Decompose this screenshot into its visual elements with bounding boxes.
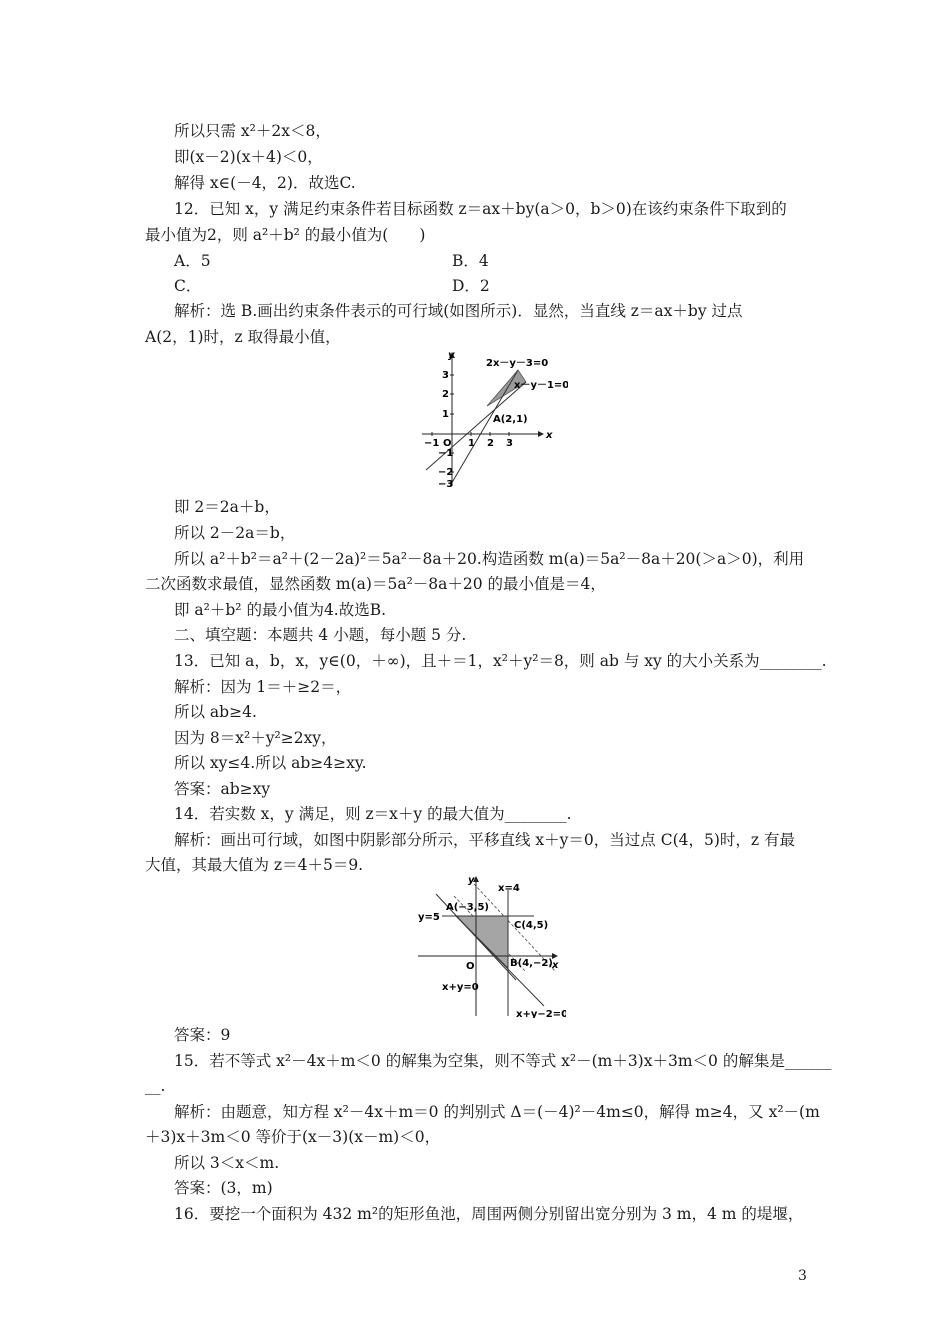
label-a: A(−3,5) bbox=[446, 902, 489, 913]
answer-13: 答案：ab≥xy bbox=[174, 780, 271, 798]
text-line: 即(x－2)(x＋4)＜0， bbox=[174, 148, 323, 166]
answer-14: 答案：9 bbox=[174, 1026, 231, 1044]
option-b: B．4 bbox=[452, 252, 489, 270]
section-heading: 二、填空题：本题共 4 小题，每小题 5 分. bbox=[174, 626, 467, 644]
text-line: 即 2＝2a＋b， bbox=[174, 498, 280, 516]
label-line2: x－y－1=0 bbox=[514, 380, 568, 391]
question-12: 12．已知 x，y 满足约束条件若目标函数 z＝ax＋by(a＞0，b＞0)在该约束条件下取到的 bbox=[174, 200, 787, 218]
tick-label: 2 bbox=[442, 389, 449, 400]
label-origin: O bbox=[443, 438, 452, 449]
solution-15: 解析：由题意，知方程 x²－4x＋m＝0 的判别式 Δ＝(－4)²－4m≤0，解得 m≥4，又 x²－(m bbox=[174, 1103, 820, 1121]
label-axis-x: x bbox=[546, 430, 553, 441]
label-x4: x=4 bbox=[498, 883, 520, 894]
answer-15: 答案：(3，m) bbox=[174, 1179, 273, 1197]
option-c: C． bbox=[174, 277, 202, 295]
question-15: 15．若不等式 x²－4x＋m＜0 的解集为空集，则不等式 x²－(m＋3)x＋3m＜0 的解集是______ bbox=[174, 1052, 832, 1070]
label-origin: O bbox=[466, 961, 475, 972]
x-axis-arrow bbox=[538, 431, 544, 437]
tick-label: −2 bbox=[438, 467, 454, 478]
label-axis-y: y bbox=[468, 876, 475, 886]
solution-14: 解析：画出可行域，如图中阴影部分所示，平移直线 x＋y＝0，当过点 C(4，5)时，z 有最 bbox=[174, 831, 795, 849]
solution-12: 解析：选 B.画出约束条件表示的可行域(如图所示)．显然，当直线 z＝ax＋by 过点 bbox=[174, 302, 743, 320]
question-14: 14．若实数 x，y 满足，则 z＝x＋y 的最大值为________. bbox=[174, 805, 572, 823]
tick-label: 1 bbox=[468, 438, 475, 449]
figure-feasible-region-2 bbox=[416, 876, 566, 1018]
text-line: 所以 a²＋b²＝a²＋(2－2a)²＝5a²－8a＋20.构造函数 m(a)＝5a²－8a＋20(＞a＞0)，利用 bbox=[174, 550, 805, 568]
question-16: 16．要挖一个面积为 432 m²的矩形鱼池，周围两侧分别留出宽分别为 3 m，4 m 的堤堰， bbox=[174, 1205, 804, 1223]
figure-feasible-region-1 bbox=[418, 350, 568, 490]
text-line: A(2，1)时，z 取得最小值， bbox=[145, 328, 341, 346]
text-line: 所以只需 x²＋2x＜8， bbox=[174, 122, 331, 140]
label-b: B(4,−2) bbox=[510, 958, 553, 969]
text-line: 二次函数求最值，显然函数 m(a)＝5a²－8a＋20 的最小值是＝4， bbox=[145, 575, 606, 593]
tick-label: 3 bbox=[442, 370, 449, 381]
tick-label: −1 bbox=[438, 448, 454, 459]
text-line: 所以 ab≥4. bbox=[174, 703, 257, 721]
label-x-plus-y-0: x+y=0 bbox=[442, 982, 479, 993]
text-line: 所以 2－2a＝b， bbox=[174, 524, 296, 542]
label-axis-y: y bbox=[448, 350, 455, 361]
tick-label: −3 bbox=[438, 479, 454, 490]
tick-label: 3 bbox=[506, 438, 513, 449]
label-y5: y=5 bbox=[418, 912, 440, 923]
label-x-plus-y-minus-2: x+y−2=0 bbox=[516, 1009, 566, 1018]
question-13: 13．已知 a，b，x，y∈(0，＋∞)，且＋＝1，x²＋y²＝8，则 ab 与 xy 的大小关系为________. bbox=[174, 652, 827, 670]
line-2x-y-3 bbox=[450, 370, 518, 486]
tick-label: 1 bbox=[442, 409, 449, 420]
solution-13: 解析：因为 1＝＋≥2＝， bbox=[174, 678, 352, 696]
label-c: C(4,5) bbox=[514, 920, 549, 931]
tick-label: −1 bbox=[424, 438, 440, 449]
text-line: __. bbox=[145, 1077, 166, 1095]
text-line: 所以 3＜x＜m. bbox=[174, 1154, 280, 1172]
text-line: 所以 xy≤4.所以 ab≥4≥xy. bbox=[174, 754, 367, 772]
x-axis-arrow bbox=[552, 953, 558, 959]
text-line: ＋3)x＋3m＜0 等价于(x－3)(x－m)＜0， bbox=[145, 1128, 441, 1146]
option-d: D．2 bbox=[452, 277, 490, 295]
label-point-a: A(2,1) bbox=[493, 414, 528, 425]
text-line: 因为 8＝x²＋y²≥2xy， bbox=[174, 729, 337, 747]
label-line1: 2x－y－3=0 bbox=[486, 358, 549, 369]
label-axis-x: x bbox=[552, 960, 559, 971]
page-number: 3 bbox=[798, 1268, 807, 1284]
text-line: 大值，其最大值为 z＝4＋5＝9. bbox=[145, 856, 364, 874]
text-line: 解得 x∈(－4，2)．故选C. bbox=[174, 174, 356, 192]
option-a: A．5 bbox=[174, 252, 211, 270]
tick-label: 2 bbox=[487, 438, 494, 449]
text-line: 最小值为2，则 a²＋b² 的最小值为( ) bbox=[145, 226, 426, 244]
text-line: 即 a²＋b² 的最小值为4.故选B. bbox=[174, 601, 387, 619]
